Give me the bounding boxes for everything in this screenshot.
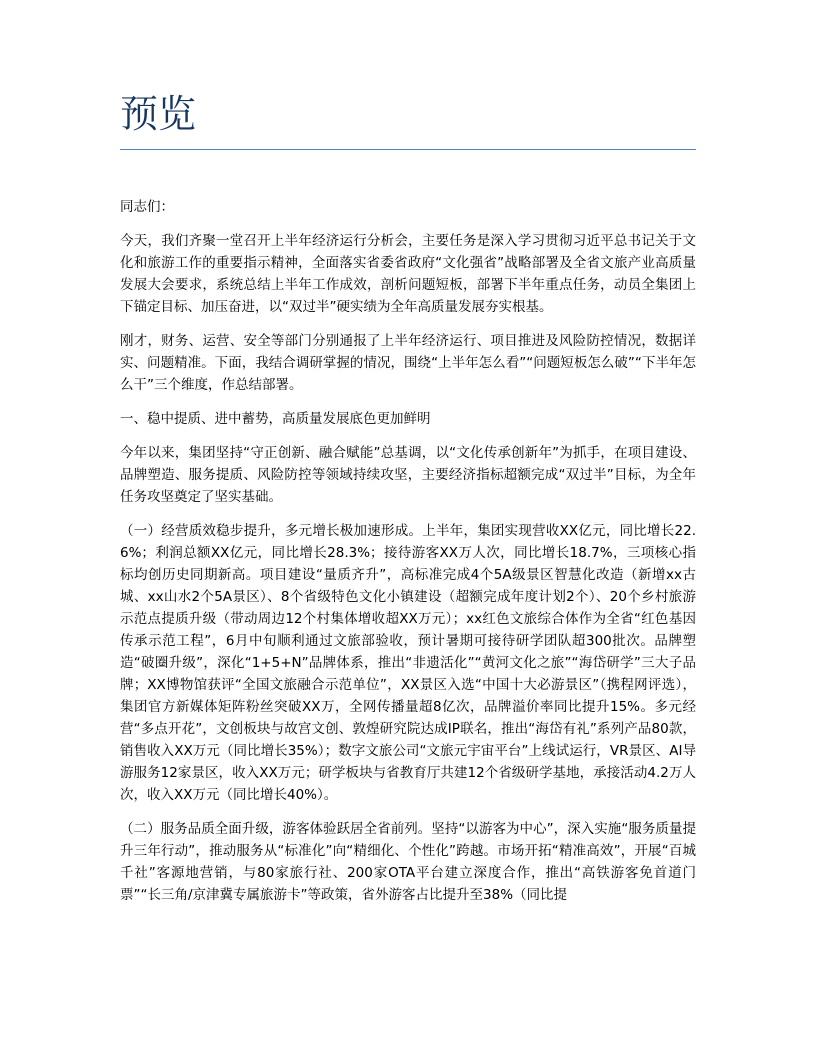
section-heading: 一、稳中提质、进中蓄势，高质量发展底色更加鲜明 <box>120 411 431 428</box>
page-title: 预览 <box>120 88 696 150</box>
paragraph: （二）服务品质全面升级，游客体验跃居全省前列。坚持“以游客为中心”，深入实施“服务质量提升三年行动”，推动服务从“标准化”向“精细化、个性化”跨越。市场开拓“精准高效”，开展“百城千社”客源地营销，与80家旅行社、200家OTA平台建立深度合作，推出“高铁游客免首道门票”“长三角/京津冀专属旅游卡”等政策，省外游客占比提升至38%（同比提 <box>120 821 696 904</box>
salutation: 同志们： <box>120 199 174 216</box>
document-page <box>120 88 696 918</box>
paragraph: 今年以来，集团坚持“守正创新、融合赋能”总基调，以“文化传承创新年”为抓手，在项目建设、品牌塑造、服务提质、风险防控等领域持续攻坚，主要经济指标超额完成“双过半”目标，为全年任务攻坚奠定了坚实基础。 <box>120 445 696 506</box>
paragraph: 今天，我们齐聚一堂召开上半年经济运行分析会，主要任务是深入学习贯彻习近平总书记关于文化和旅游工作的重要指示精神，全面落实省委省政府“文化强省”战略部署及全省文旅产业高质量发展大会要求，系统总结上半年工作成效，剖析问题短板，部署下半年重点任务，动员全集团上下锚定目标、加压奋进，以“双过半”硬实绩为全年高质量发展夯实根基。 <box>120 233 696 316</box>
paragraph: 刚才，财务、运营、安全等部门分别通报了上半年经济运行、项目推进及风险防控情况，数据详实、问题精准。下面，我结合调研掌握的情况，围绕“上半年怎么看”“问题短板怎么破”“下半年怎么干”三个维度，作总结部署。 <box>120 333 696 394</box>
paragraph: （一）经营质效稳步提升，多元增长极加速形成。上半年，集团实现营收XX亿元，同比增长22.6%；利润总额XX亿元，同比增长28.3%；接待游客XX万人次，同比增长18.7%，三项核心指标均创历史同期新高。项目建设“量质齐升”，高标准完成4个5A级景区智慧化改造（新增xx古城、xx山水2个5A景区）、8个省级特色文化小镇建设（超额完成年度计划2个）、20个乡村旅游示范点提质升级（带动周边12个村集体增收超XX万元）；xx红色文旅综合体作为全省“红色基因传承示范工程”，6月中旬顺利通过文旅部验收，预计暑期可接待研学团队超300批次。品牌塑造“破圈升级”，深化“1+5+N”品牌体系，推出“非遗活化”“黄河文化之旅”“海岱研学”三大子品牌；XX博物馆获评“全国文旅融合示范单位”，XX景区入选“中国十大必游景区”（携程网评选），集团官方新媒体矩阵粉丝突破XX万，全网传播量超8亿次，品牌溢价率同比提升15%。多元经营“多点开花”，文创板块与故宫文创、敦煌研究院达成IP联名，推出“海岱有礼”系列产品80款，销售收入XX万元（同比增长35%）；数字文旅公司“文旅元宇宙平台”上线试运行，VR景区、AI导游服务12家景区，收入XX万元；研学板块与省教育厅共建12个省级研学基地，承接活动4.2万人次，收入XX万元（同比增长40%）。 <box>120 523 696 804</box>
